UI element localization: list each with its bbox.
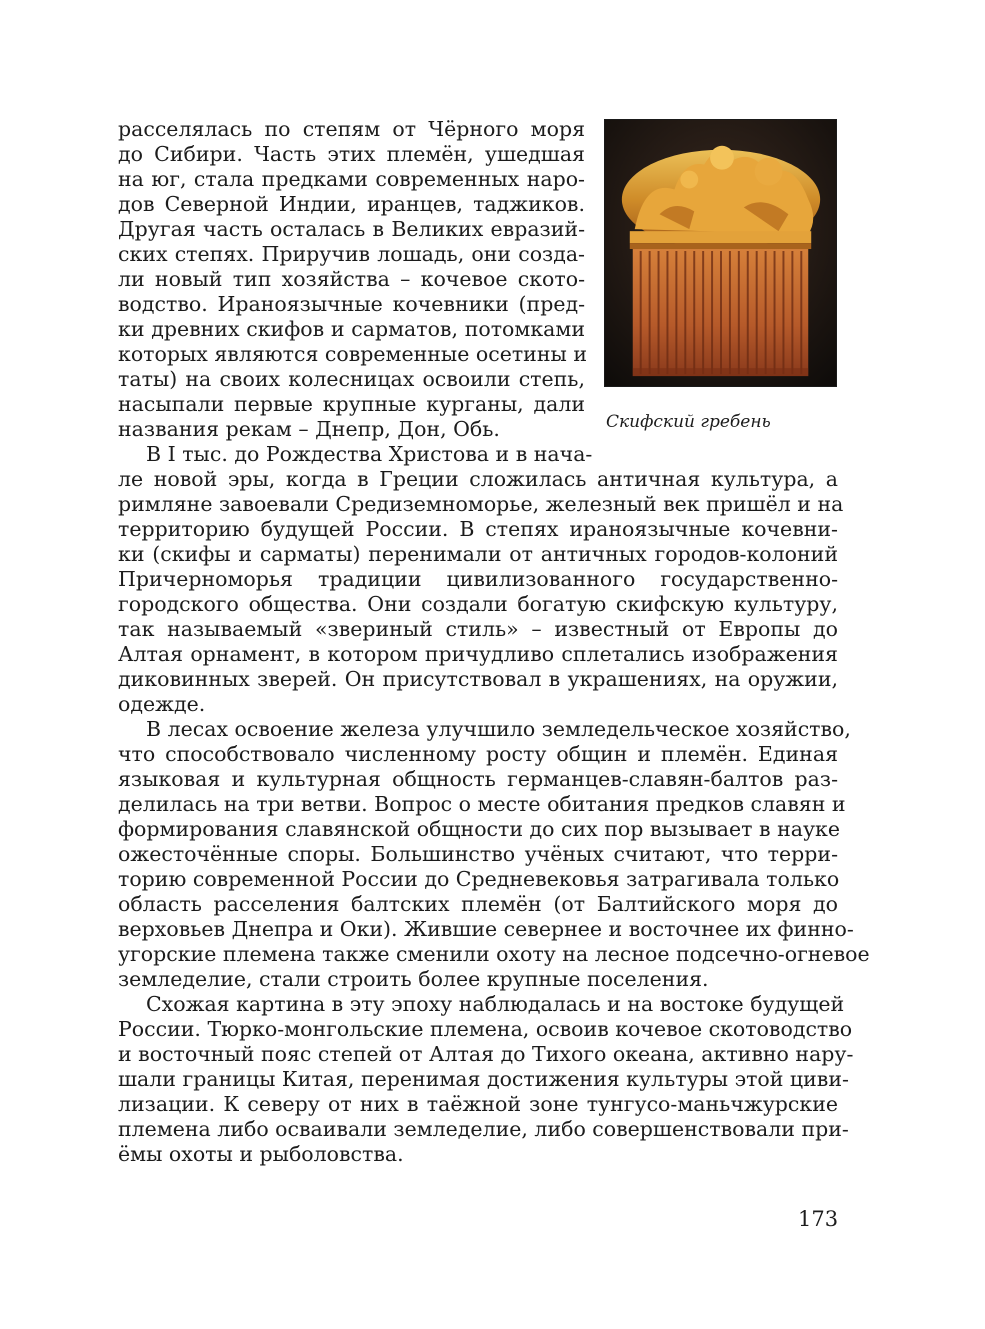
text-line: до Сибири. Часть этих племён, ушедшая — [118, 142, 585, 166]
text-line: насыпали первые крупные курганы, дали — [118, 392, 585, 416]
text-line: угорские племена также сменили охоту на лесное подсечно-огневое — [118, 942, 870, 966]
text-line: и восточный пояс степей от Алтая до Тихого океана, активно нару- — [118, 1042, 854, 1066]
text-line: водство. Ираноязычные кочевники (пред- — [118, 292, 585, 316]
scythian-comb-image — [604, 119, 837, 387]
text-line: так называемый «звериный стиль» – известный от Европы до — [118, 617, 838, 641]
text-line: Алтая орнамент, в котором причудливо сплетались изображения — [118, 642, 838, 666]
text-line: верховьев Днепра и Оки). Жившие севернее и восточнее их финно- — [118, 917, 854, 941]
text-line: таты) на своих колесницах освоили степь, — [118, 367, 585, 391]
text-line: ки (скифы и сарматы) перенимали от античных городов-колоний — [118, 542, 838, 566]
text-line: ёмы охоты и рыболовства. — [118, 1142, 404, 1166]
paragraph-start-line: В I тыс. до Рождества Христова и в нача- — [146, 442, 593, 466]
text-line: торию современной России до Средневековья затрагивала только — [118, 867, 840, 891]
text-line: что способствовало численному росту общин и племён. Единая — [118, 742, 838, 766]
text-line: шали границы Китая, перенимая достижения культуры этой циви- — [118, 1067, 849, 1091]
figure-caption: Скифский гребень — [606, 412, 771, 432]
scythian-comb-picture — [605, 120, 836, 386]
page-number: 173 — [798, 1207, 839, 1231]
text-line: России. Тюрко-монгольские племена, освоив кочевое скотоводство — [118, 1017, 853, 1041]
text-line: территорию будущей России. В степях ираноязычные кочевни- — [118, 517, 838, 541]
text-line: ли новый тип хозяйства – кочевое ското- — [118, 267, 585, 291]
text-line: ожесточённые споры. Большинство учёных считают, что терри- — [118, 842, 838, 866]
text-line: диковинных зверей. Он присутствовал в украшениях, на оружии, — [118, 667, 838, 691]
text-line: городского общества. Они создали богатую скифскую культуру, — [118, 592, 838, 616]
text-line: формирования славянской общности до сих пор вызывает в науке — [118, 817, 840, 841]
text-line: ки древних скифов и сарматов, потомками — [118, 317, 585, 341]
text-line: ских степях. Приручив лошадь, они созда- — [118, 242, 585, 266]
text-line: дов Северной Индии, иранцев, таджиков. — [118, 192, 585, 216]
paragraph-start-line: В лесах освоение железа улучшило земледельческое хозяйство, — [146, 717, 851, 741]
text-line: делилась на три ветви. Вопрос о месте обитания предков славян и — [118, 792, 846, 816]
text-line: область расселения балтских племён (от Балтийского моря до — [118, 892, 838, 916]
paragraph-start-line: Схожая картина в эту эпоху наблюдалась и на востоке будущей — [146, 992, 845, 1016]
text-line: расселялась по степям от Чёрного моря — [118, 117, 585, 141]
text-line: римляне завоевали Средиземноморье, железный век пришёл и на — [118, 492, 844, 516]
text-line: Другая часть осталась в Великих евразий- — [118, 217, 585, 241]
text-line: лизации. К северу от них в таёжной зоне тунгусо-маньчжурские — [118, 1092, 838, 1116]
text-line: ле новой эры, когда в Греции сложилась античная культура, а — [118, 467, 838, 491]
text-line: племена либо осваивали земледелие, либо совершенствовали при- — [118, 1117, 849, 1141]
text-line: языковая и культурная общность германцев-славян-балтов раз- — [118, 767, 838, 791]
text-line: на юг, стала предками современных наро- — [118, 167, 585, 191]
text-line: земледелие, стали строить более крупные поселения. — [118, 967, 709, 991]
text-line: названия рекам – Днепр, Дон, Обь. — [118, 417, 500, 441]
text-line: одежде. — [118, 692, 206, 716]
text-line: Причерноморья традиции цивилизованного государственно- — [118, 567, 838, 591]
text-line: которых являются современные осетины и — [118, 342, 588, 366]
